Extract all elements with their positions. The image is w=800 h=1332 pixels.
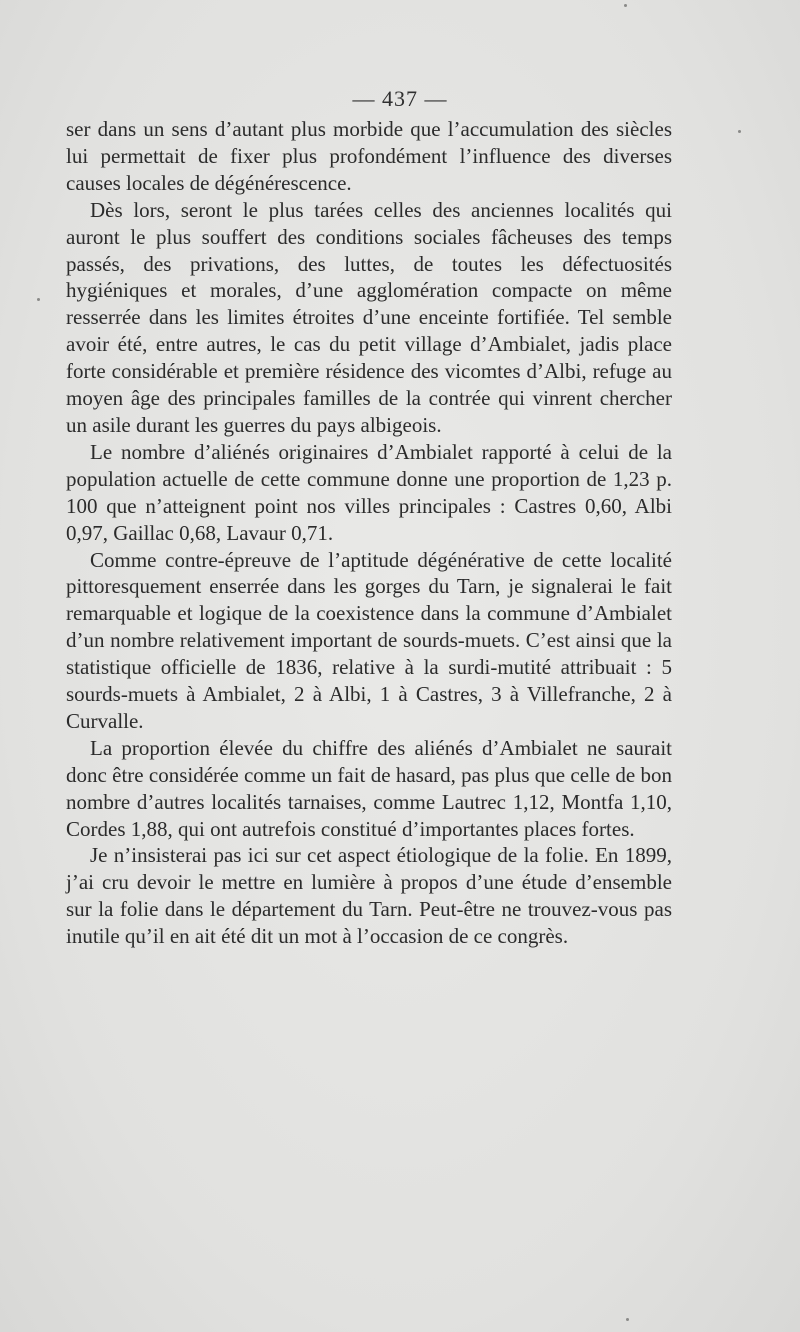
paragraph: Le nombre d’aliénés originaires d’Ambialet rapporté à celui de la population actuelle de cette commune donne une proportion de 1,23 p. 100 que n’atteignent point nos villes principales : Castres 0,60, Albi 0,97, Gaillac 0,68, Lavaur 0,71. bbox=[66, 439, 672, 545]
scan-speck bbox=[37, 298, 40, 301]
paragraph: Dès lors, seront le plus tarées celles des anciennes localités qui auront le plus souffert des conditions sociales fâcheuses des temps passés, des privations, des luttes, de toutes les défectuosités hygiéniques et morales, d’une agglomération compacte on même resserrée dans les limites étroites d’une enceinte fortifiée. Tel semble avoir été, entre autres, le cas du petit village d’Ambialet, jadis place forte considérable et première résidence des vicomtes d’Albi, refuge au moyen âge des principales familles de la contrée qui vinrent chercher un asile durant les guerres du pays albigeois. bbox=[66, 197, 672, 437]
paragraph: La proportion élevée du chiffre des aliénés d’Ambialet ne saurait donc être considérée comme un fait de hasard, pas plus que celle de bon nombre d’autres localités tarnaises, comme Lautrec 1,12, Montfa 1,10, Cordes 1,88, qui ont autrefois constitué d’importantes places fortes. bbox=[66, 735, 672, 841]
scan-speck bbox=[738, 130, 741, 133]
paragraph: Je n’insisterai pas ici sur cet aspect étiologique de la folie. En 1899, j’ai cru devoir le mettre en lumière à propos d’une étude d’ensemble sur la folie dans le département du Tarn. Peut-être ne trouvez-vous pas inutile qu’il en ait été dit un mot à l’occasion de ce congrès. bbox=[66, 843, 672, 949]
body-text bbox=[66, 116, 672, 950]
scan-speck bbox=[626, 1318, 629, 1321]
scan-speck bbox=[624, 4, 627, 7]
page-number: — 437 — bbox=[352, 86, 448, 111]
paragraph: ser dans un sens d’autant plus morbide que l’accumulation des siècles lui permettait de fixer plus profondément l’influence des diverses causes locales de dégénérescence. bbox=[66, 117, 672, 195]
paragraph: Comme contre-épreuve de l’aptitude dégénérative de cette localité pittoresquement enserrée dans les gorges du Tarn, je signalerai le fait remarquable et logique de la coexistence dans la commune d’Ambialet d’un nombre relativement important de sourds-muets. C’est ainsi que la statistique officielle de 1836, relative à la surdi-mutité attribuait : 5 sourds-muets à Ambialet, 2 à Albi, 1 à Castres, 3 à Villefranche, 2 à Curvalle. bbox=[66, 547, 672, 733]
